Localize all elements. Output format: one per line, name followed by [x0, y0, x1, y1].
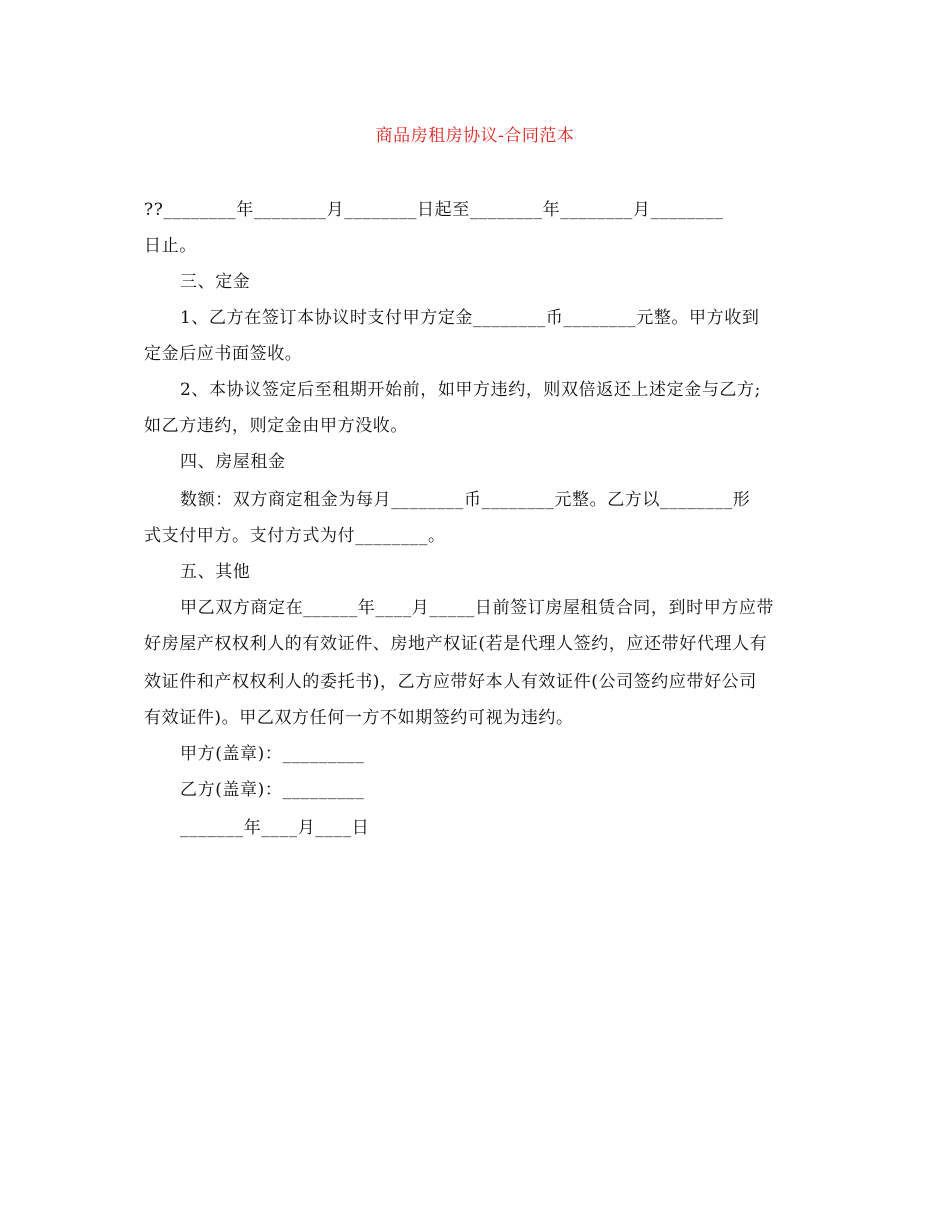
document-title: 商品房租房协议-合同范本 — [375, 126, 575, 146]
other-clause-cont-3: 有效证件)。甲乙双方任何一方不如期签约可视为违约。 — [144, 708, 574, 728]
rent-amount-clause-cont: 式支付甲方。支付方式为付________。 — [144, 526, 446, 546]
deposit-clause-1: 1、乙方在签订本协议时支付甲方定金________币________元整。甲方收到 — [180, 308, 760, 328]
party-b-seal-line: 乙方(盖章)：_________ — [180, 780, 365, 800]
rent-amount-clause: 数额：双方商定租金为每月________币________元整。乙方以________形 — [180, 490, 751, 510]
party-a-seal-line: 甲方(盖章)：_________ — [180, 744, 365, 764]
other-clause: 甲乙双方商定在______年____月_____日前签订房屋租赁合同，到时甲方应带 — [180, 598, 775, 618]
other-clause-cont-1: 好房屋产权权利人的有效证件、房地产权证(若是代理人签约，应还带好代理人有 — [144, 634, 768, 654]
rental-period-line: ??________年________月________日起至________年________月________ — [144, 200, 724, 220]
section-heading-other: 五、其他 — [180, 562, 251, 582]
deposit-clause-2-cont: 如乙方违约，则定金由甲方没收。 — [144, 416, 408, 436]
deposit-clause-1-cont: 定金后应书面签收。 — [144, 344, 303, 364]
rental-period-line-end: 日止。 — [144, 236, 197, 256]
section-heading-rent: 四、房屋租金 — [180, 452, 286, 472]
other-clause-cont-2: 效证件和产权权利人的委托书)，乙方应带好本人有效证件(公司签约应带好公司 — [144, 672, 757, 692]
section-heading-deposit: 三、定金 — [180, 272, 251, 292]
deposit-clause-2: 2、本协议签定后至租期开始前，如甲方违约，则双倍返还上述定金与乙方; — [180, 380, 761, 400]
signing-date-line: _______年____月____日 — [180, 818, 370, 838]
